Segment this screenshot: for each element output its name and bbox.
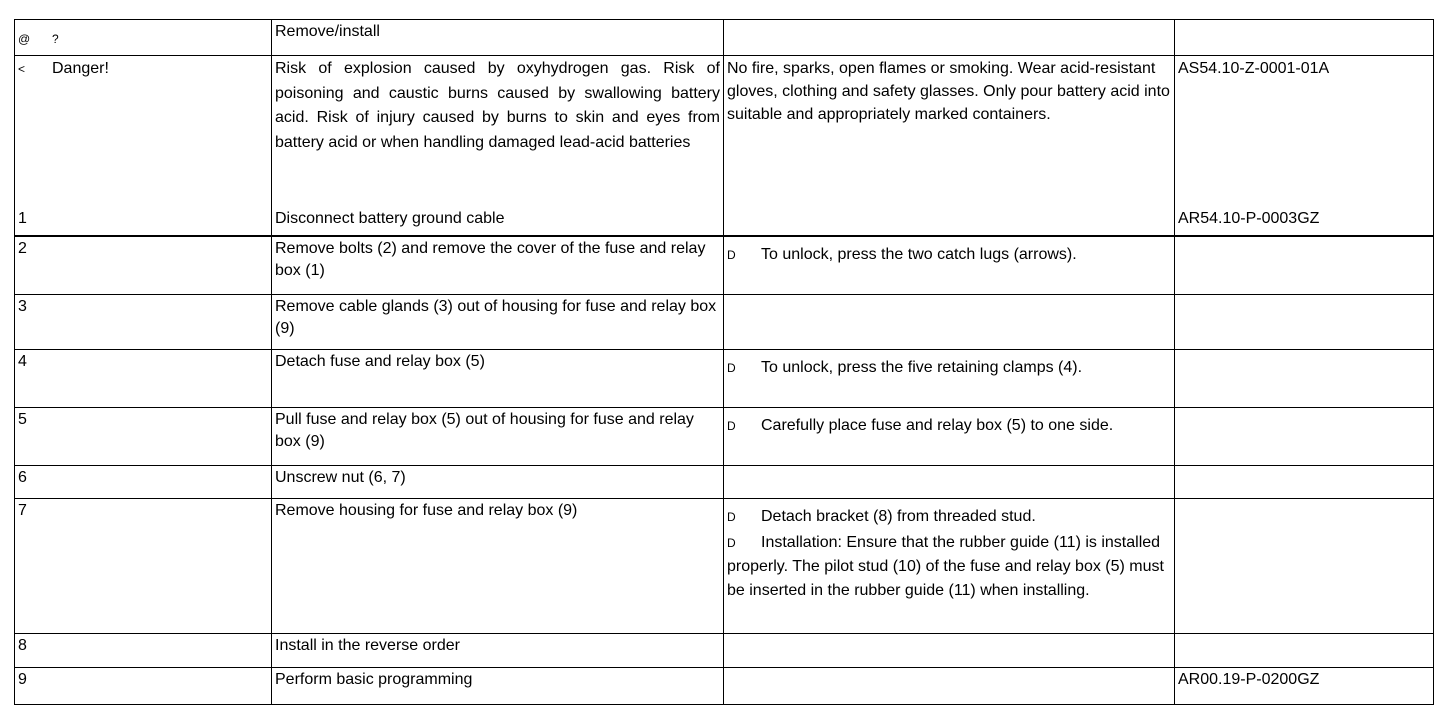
info-symbol-icon: @ xyxy=(18,32,31,46)
document-reference-link[interactable]: AR54.10-P-0003GZ xyxy=(1178,209,1320,227)
table-row xyxy=(15,295,1433,350)
step-action: Unscrew nut (6, 7) xyxy=(272,466,724,498)
danger-row xyxy=(15,56,1433,237)
step-notes xyxy=(724,295,1175,349)
note-text: Installation: Ensure that the rubber guide (11) is installed properly. The pilot stud (10) of the fuse and relay box (5) must be inserted in the rubber guide (11) when installing. xyxy=(727,534,1164,599)
table-row xyxy=(15,350,1433,408)
danger-risk-text: Risk of explosion caused by oxyhydrogen gas. Risk of poisoning and caustic burns caused by swallowing battery acid. Risk of injury caused by burns to skin and eyes from battery acid or when handling damaged lead-acid batteries xyxy=(275,60,720,151)
step-number: 8 xyxy=(15,634,272,667)
step-number: 2 xyxy=(15,237,272,294)
danger-label: Danger! xyxy=(52,60,109,77)
step-number: 3 xyxy=(15,295,272,349)
bullet-icon: D xyxy=(727,248,736,262)
table-row xyxy=(15,237,1433,295)
warning-symbol-icon: < xyxy=(18,62,26,76)
bullet-icon: D xyxy=(727,419,736,433)
document-reference-link xyxy=(1175,237,1433,294)
step-action: Remove bolts (2) and remove the cover of the fuse and relay box (1) xyxy=(272,237,724,294)
step-number: 7 xyxy=(15,499,272,633)
document-reference-link[interactable]: AS54.10-Z-0001-01A xyxy=(1178,60,1330,77)
step-action: Disconnect battery ground cable xyxy=(275,209,505,227)
step-action: Remove housing for fuse and relay box (9) xyxy=(272,499,724,633)
step-notes xyxy=(724,634,1175,667)
document-reference-link xyxy=(1175,408,1433,465)
document-reference-link[interactable]: AR00.19-P-0200GZ xyxy=(1178,671,1320,688)
table-row xyxy=(15,499,1433,634)
step-number: 6 xyxy=(15,466,272,498)
step-number: 4 xyxy=(15,350,272,407)
document-reference-link xyxy=(1175,634,1433,667)
document-reference-link xyxy=(1175,466,1433,498)
bullet-icon: D xyxy=(727,361,736,375)
step-action: Perform basic programming xyxy=(272,668,724,704)
table-row xyxy=(15,668,1433,705)
note-text: To unlock, press the five retaining clamps (4). xyxy=(761,359,1083,376)
procedure-title: Remove/install xyxy=(272,20,724,55)
step-notes xyxy=(724,668,1175,704)
table-row xyxy=(15,634,1433,668)
step-number: 9 xyxy=(15,668,272,704)
note-text: Carefully place fuse and relay box (5) to one side. xyxy=(761,417,1114,434)
bullet-icon: D xyxy=(727,536,736,550)
step-notes xyxy=(724,466,1175,498)
header-row xyxy=(15,20,1433,56)
note-text: To unlock, press the two catch lugs (arrows). xyxy=(761,246,1077,263)
step-number: 1 xyxy=(18,209,27,227)
step-action: Detach fuse and relay box (5) xyxy=(272,350,724,407)
document-reference-link xyxy=(1175,499,1433,633)
step-notes xyxy=(724,350,1175,407)
document-reference-link xyxy=(1175,295,1433,349)
table-row xyxy=(15,466,1433,499)
table-row xyxy=(15,408,1433,466)
step-action: Install in the reverse order xyxy=(272,634,724,667)
danger-measure-text: No fire, sparks, open flames or smoking. Wear acid-resistant gloves, clothing and safety glasses. Only pour battery acid into suitable and appropriately marked containers. xyxy=(724,56,1175,235)
procedure-table xyxy=(14,19,1434,705)
step-notes xyxy=(724,408,1175,465)
document-reference-link xyxy=(1175,350,1433,407)
note-text: Detach bracket (8) from threaded stud. xyxy=(761,508,1036,525)
step-action: Remove cable glands (3) out of housing for fuse and relay box (9) xyxy=(272,295,724,349)
step-number: 5 xyxy=(15,408,272,465)
bullet-icon: D xyxy=(727,510,736,524)
step-notes xyxy=(724,499,1175,633)
step-notes xyxy=(724,237,1175,294)
question-symbol-icon: ? xyxy=(52,32,59,46)
step-action: Pull fuse and relay box (5) out of housing for fuse and relay box (9) xyxy=(272,408,724,465)
